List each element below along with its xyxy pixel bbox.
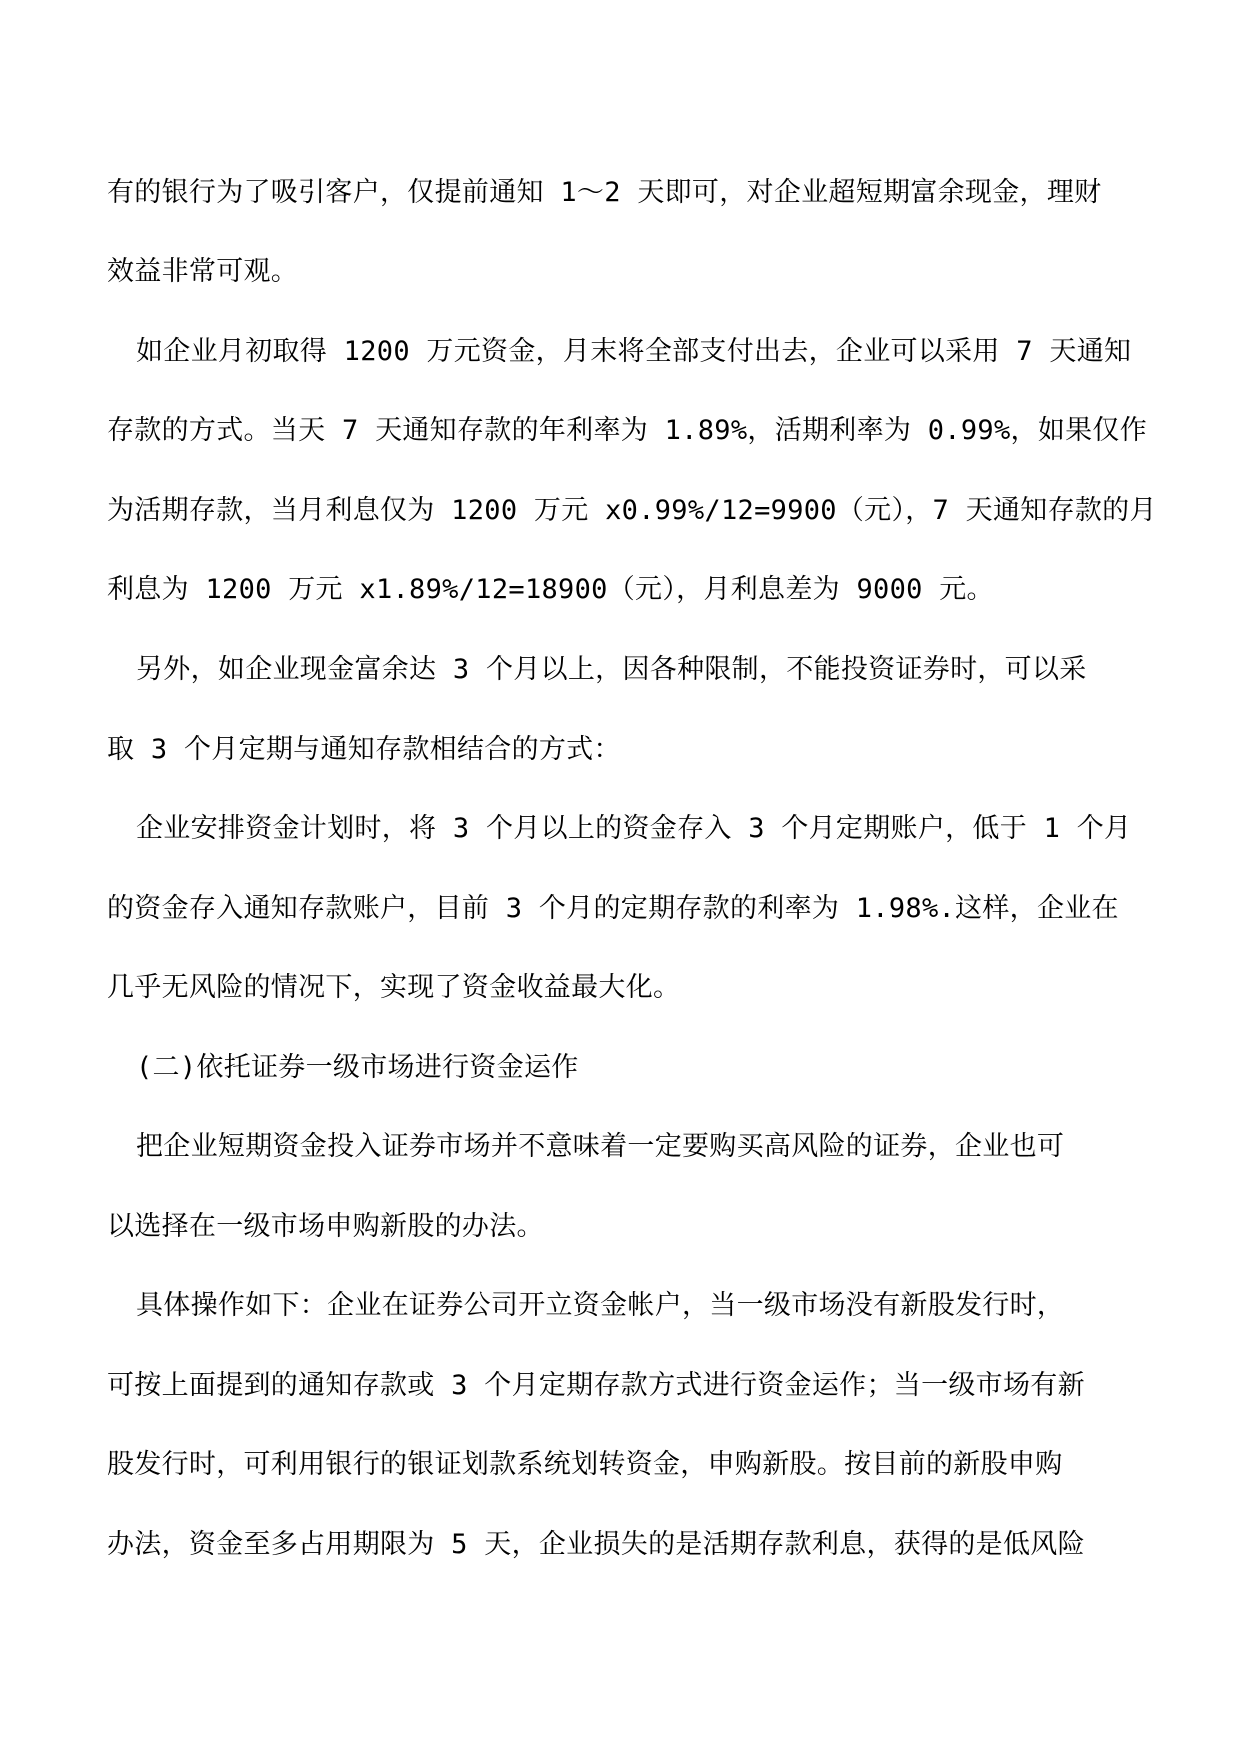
text-line-4: 存款的方式。当天 7 天通知存款的年利率为 1.89%，活期利率为 0.99%，如果仅作 bbox=[107, 415, 1148, 446]
text-line-14: 以选择在一级市场申购新股的办法。 bbox=[107, 1211, 544, 1242]
text-line-18: 办法，资金至多占用期限为 5 天，企业损失的是活期存款利息，获得的是低风险 bbox=[107, 1529, 1085, 1560]
section-heading: (二)依托证券一级市场进行资金运作 bbox=[136, 1052, 579, 1083]
text-line-2: 效益非常可观。 bbox=[107, 256, 299, 287]
text-line-6: 利息为 1200 万元 x1.89%/12=18900（元），月利息差为 9000 元。 bbox=[107, 574, 994, 605]
text-line-10: 的资金存入通知存款账户，目前 3 个月的定期存款的利率为 1.98%.这样，企业在 bbox=[107, 893, 1119, 924]
text-line-1: 有的银行为了吸引客户，仅提前通知 1～2 天即可，对企业超短期富余现金，理财 bbox=[107, 177, 1102, 208]
text-line-7: 另外，如企业现金富余达 3 个月以上，因各种限制，不能投资证券时，可以采 bbox=[136, 654, 1087, 685]
text-line-15: 具体操作如下：企业在证券公司开立资金帐户，当一级市场没有新股发行时， bbox=[136, 1290, 1065, 1321]
text-line-8: 取 3 个月定期与通知存款相结合的方式： bbox=[107, 734, 621, 765]
text-line-9: 企业安排资金计划时，将 3 个月以上的资金存入 3 个月定期账户，低于 1 个月 bbox=[136, 813, 1132, 844]
text-line-17: 股发行时，可利用银行的银证划款系统划转资金，申购新股。按目前的新股申购 bbox=[107, 1449, 1063, 1480]
text-line-3: 如企业月初取得 1200 万元资金，月末将全部支付出去，企业可以采用 7 天通知 bbox=[136, 336, 1132, 367]
text-line-13: 把企业短期资金投入证券市场并不意味着一定要购买高风险的证券，企业也可 bbox=[136, 1131, 1065, 1162]
text-line-11: 几乎无风险的情况下，实现了资金收益最大化。 bbox=[107, 972, 681, 1003]
text-line-5: 为活期存款，当月利息仅为 1200 万元 x0.99%/12=9900（元），7 天通知存款的月 bbox=[107, 495, 1157, 526]
text-line-16: 可按上面提到的通知存款或 3 个月定期存款方式进行资金运作；当一级市场有新 bbox=[107, 1370, 1085, 1401]
